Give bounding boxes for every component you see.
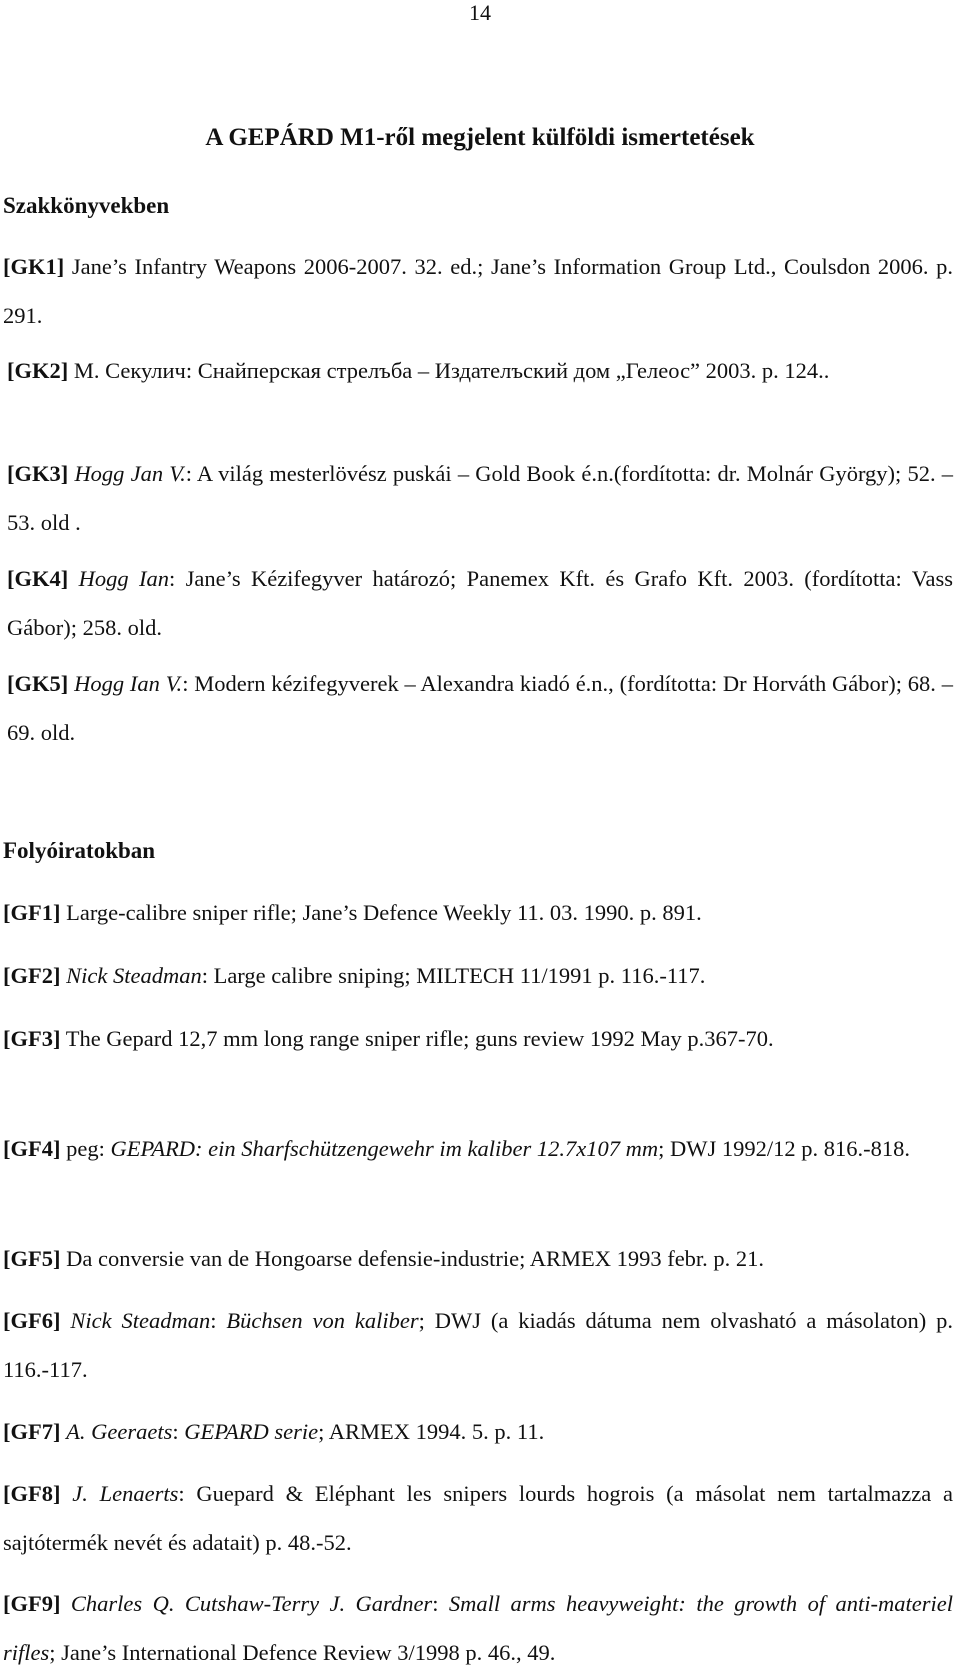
reference-text: ; DWJ 1992/12 p. 816.-818.: [658, 1136, 910, 1161]
section-heading-books: Szakkönyvekben: [3, 193, 170, 218]
reference-gk1: [3, 242, 953, 340]
reference-text: ; ARMEX 1994. 5. p. 11.: [318, 1419, 545, 1444]
reference-author: Hogg Ian: [78, 566, 169, 591]
reference-gf1: [3, 888, 953, 937]
reference-text: : Large calibre sniping; MILTECH 11/1991 p. 116.-117.: [201, 963, 706, 988]
reference-text: ; Jane’s International Defence Review 3/1998 p. 46., 49.: [49, 1640, 556, 1665]
reference-tag: [GF8]: [3, 1481, 61, 1506]
reference-text: : Modern kézifegyverek – Alexandra kiadó é.n., (fordította: Dr Horváth Gábor); 68. – 69. old.: [7, 671, 954, 745]
reference-author: Charles Q. Cutshaw-Terry J. Gardner: [70, 1591, 433, 1616]
reference-gf3: [3, 1014, 953, 1063]
reference-text: The Gepard 12,7 mm long range sniper rifle; guns review 1992 May p.367-70.: [60, 1026, 774, 1051]
reference-author: Hogg Ian V.: [74, 671, 183, 696]
reference-tag: [GF9]: [3, 1591, 61, 1616]
reference-gf9: [3, 1579, 953, 1677]
reference-tag: [GF3]: [3, 1026, 61, 1051]
reference-gf8: [3, 1469, 953, 1567]
reference-tag: [GF7]: [3, 1419, 61, 1444]
reference-text: Jane’s Infantry Weapons 2006-2007. 32. ed.; Jane’s Information Group Ltd., Coulsdon 2006. p. 291.: [3, 254, 953, 328]
reference-author: J. Lenaerts: [72, 1481, 179, 1506]
reference-author: Nick Steadman: [70, 1308, 211, 1333]
reference-text: : Guepard & Eléphant les snipers lourds hogrois (a másolat nem tartalmazza a sajtótermék nevét és adatait) p. 48.-52.: [3, 1481, 953, 1555]
reference-gk4: [7, 554, 953, 652]
reference-gf6: [3, 1296, 953, 1394]
reference-tag: [GK4]: [7, 566, 69, 591]
reference-text: : A világ mesterlövész puskái – Gold Book é.n.(fordította: dr. Molnár György); 52. – 53. old .: [7, 461, 953, 535]
reference-gf5: [3, 1234, 953, 1283]
reference-tag: [GF2]: [3, 963, 61, 988]
reference-separator: :: [432, 1591, 449, 1616]
reference-text: М. Секулич: Снайперская стрелъба – Издателъский дом „Гелеос” 2003. p. 124..: [68, 358, 830, 383]
reference-tag: [GF5]: [3, 1246, 61, 1271]
reference-tag: [GK2]: [7, 358, 69, 383]
reference-author: Hogg Jan V.: [74, 461, 186, 486]
reference-gk5: [7, 659, 953, 757]
reference-work: GEPARD serie: [184, 1419, 319, 1444]
reference-prefix: peg:: [60, 1136, 111, 1161]
reference-author: Nick Steadman: [66, 963, 202, 988]
reference-text: : Jane’s Kézifegyver határozó; Panemex Kft. és Grafo Kft. 2003. (fordította: Vass Gábor); 258. old.: [7, 566, 953, 640]
page-number: 14: [469, 0, 491, 25]
reference-text: Large-calibre sniper rifle; Jane’s Defence Weekly 11. 03. 1990. p. 891.: [60, 900, 702, 925]
reference-tag: [GF1]: [3, 900, 61, 925]
reference-gk3: [7, 449, 953, 547]
section-heading-journals: Folyóiratokban: [3, 838, 156, 863]
page-title: A GEPÁRD M1-ről megjelent külföldi ismertetések: [205, 124, 755, 151]
reference-gf2: [3, 951, 953, 1000]
reference-tag: [GF4]: [3, 1136, 61, 1161]
reference-tag: [GK1]: [3, 254, 65, 279]
reference-separator: :: [210, 1308, 227, 1333]
reference-author: A. Geeraets: [66, 1419, 173, 1444]
reference-gf4: [3, 1124, 953, 1173]
reference-work: Büchsen von kaliber: [226, 1308, 419, 1333]
reference-gk2: [7, 346, 953, 395]
reference-tag: [GF6]: [3, 1308, 61, 1333]
reference-text: Da conversie van de Hongoarse defensie-industrie; ARMEX 1993 febr. p. 21.: [60, 1246, 765, 1271]
reference-tag: [GK3]: [7, 461, 69, 486]
reference-work: Small arms heavyweight: the growth of anti-materiel rifles: [3, 1591, 953, 1665]
reference-separator: :: [172, 1419, 185, 1444]
reference-tag: [GK5]: [7, 671, 69, 696]
reference-text: ; DWJ (a kiadás dátuma nem olvasható a másolaton) p. 116.-117.: [3, 1308, 953, 1382]
reference-work: GEPARD: ein Sharfschützengewehr im kaliber 12.7x107 mm: [110, 1136, 659, 1161]
reference-gf7: [3, 1407, 953, 1456]
